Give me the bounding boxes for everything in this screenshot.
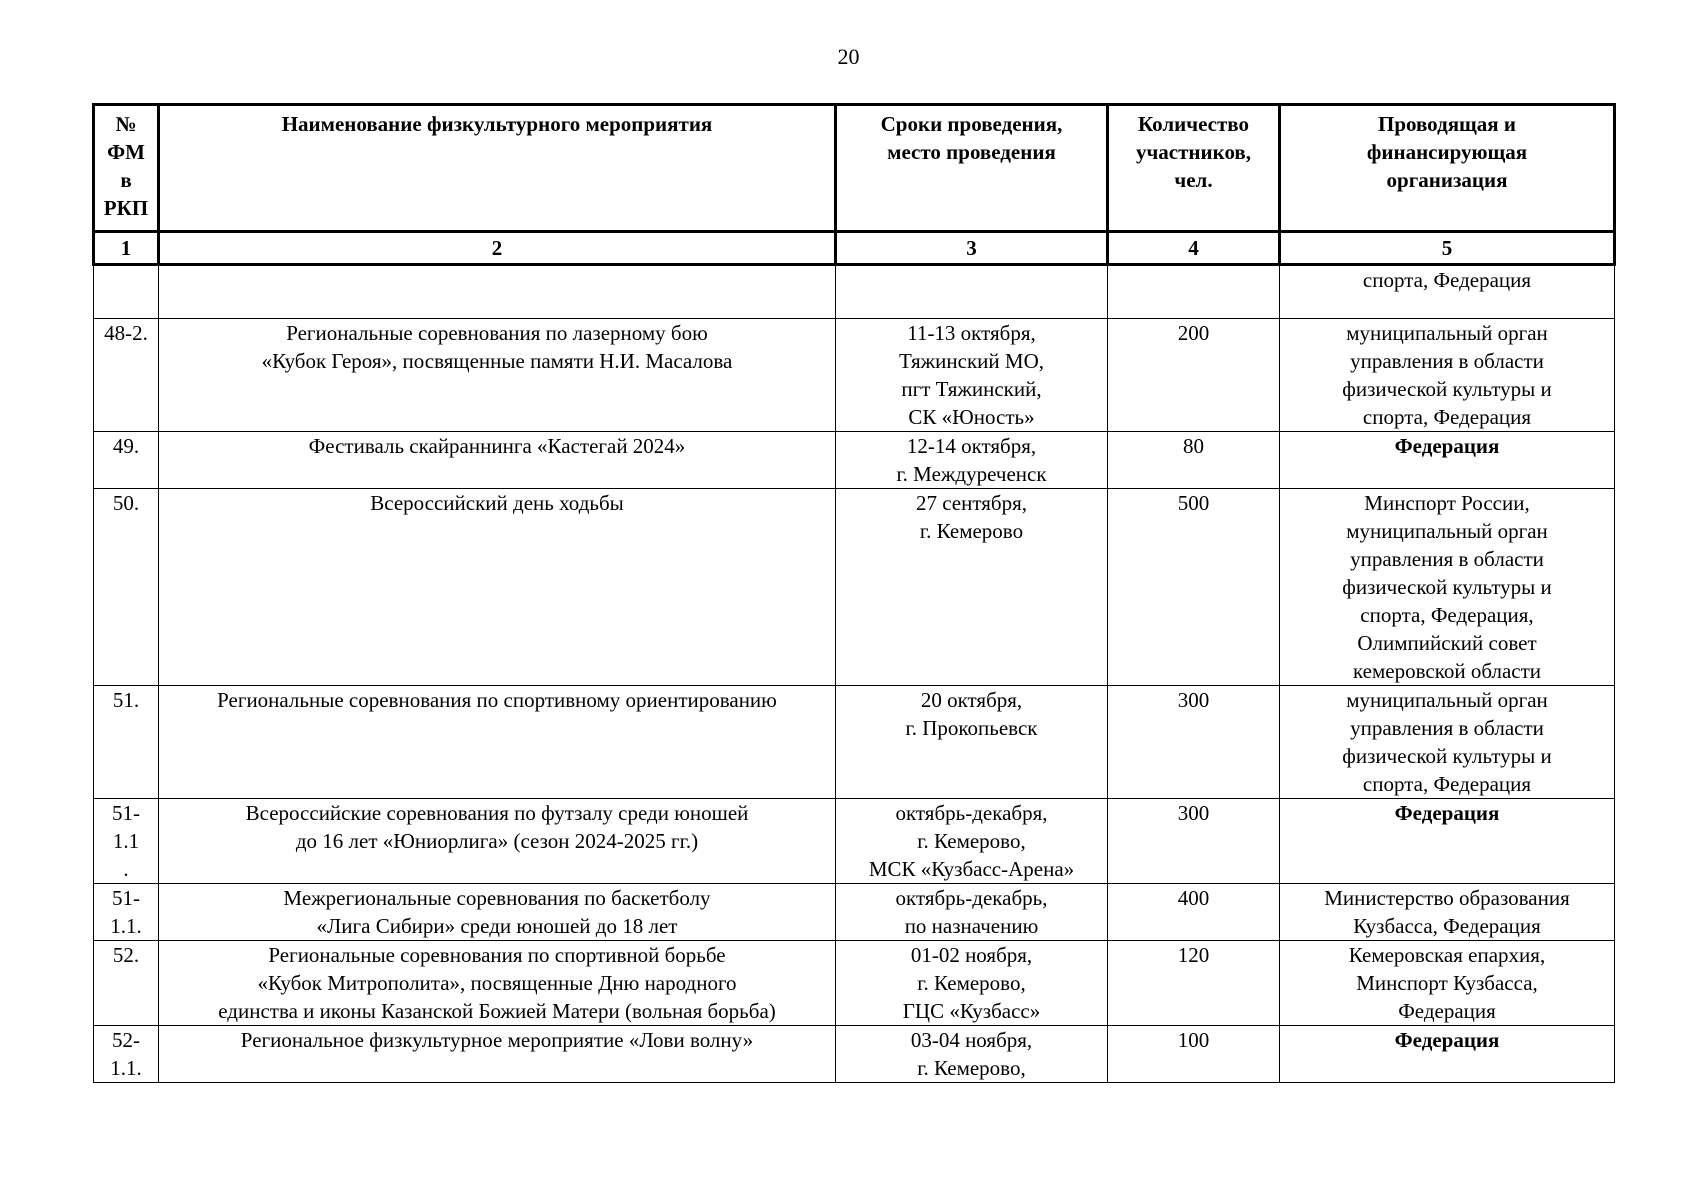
cell-text-line: до 16 лет «Юниорлига» (сезон 2024-2025 гг.) bbox=[295, 829, 699, 853]
cell-text-line: Региональные соревнования по лазерному бою bbox=[286, 321, 708, 345]
cell-text-line: г. Кемерово, bbox=[917, 1056, 1026, 1080]
cell-text-line: 200 bbox=[1177, 321, 1210, 345]
column-index: 3 bbox=[836, 232, 1108, 265]
column-index: 5 bbox=[1280, 232, 1615, 265]
cell-text-line: г. Кемерово bbox=[919, 519, 1024, 543]
cell-text-line: физической культуры и bbox=[1342, 377, 1552, 401]
event-name-cell bbox=[159, 884, 836, 941]
cell-text-line: спорта, Федерация bbox=[1362, 268, 1532, 292]
column-index: 1 bbox=[94, 232, 159, 265]
participants-count-cell bbox=[1108, 686, 1280, 799]
event-number-cell bbox=[94, 941, 159, 1026]
event-number-cell bbox=[94, 489, 159, 686]
events-table bbox=[92, 103, 1616, 1083]
cell-text-line: 1.1. bbox=[110, 914, 142, 938]
table-row bbox=[94, 265, 1615, 319]
cell-text-line: 20 октября, bbox=[920, 688, 1023, 712]
organizer-cell bbox=[1280, 799, 1615, 884]
cell-text-line: 03-04 ноября, bbox=[910, 1028, 1033, 1052]
dates-place-cell bbox=[836, 319, 1108, 432]
organizer-cell bbox=[1280, 686, 1615, 799]
participants-count-cell bbox=[1108, 799, 1280, 884]
cell-text-line: чел. bbox=[1174, 168, 1213, 192]
cell-text-line: 500 bbox=[1177, 491, 1210, 515]
column-index-row bbox=[94, 232, 1615, 265]
cell-text-line: спорта, Федерация, bbox=[1360, 603, 1534, 627]
table-header-row bbox=[94, 105, 1615, 232]
cell-text-line: 11-13 октября, bbox=[907, 321, 1036, 345]
cell-text-line: Региональные соревнования по спортивному ориентированию bbox=[217, 688, 777, 712]
cell-text-line: спорта, Федерация bbox=[1362, 772, 1532, 796]
event-number-cell bbox=[94, 1026, 159, 1083]
cell-text-line: физической культуры и bbox=[1342, 744, 1552, 768]
participants-count-cell bbox=[1108, 1026, 1280, 1083]
table-row bbox=[94, 941, 1615, 1026]
table-row bbox=[94, 686, 1615, 799]
cell-text-line: . bbox=[123, 857, 129, 881]
cell-text-line: 51- bbox=[112, 886, 140, 910]
event-number-cell bbox=[94, 265, 159, 319]
column-index: 2 bbox=[159, 232, 836, 265]
participants-count-cell bbox=[1108, 319, 1280, 432]
cell-text-line: по назначению bbox=[904, 914, 1039, 938]
header-organizer bbox=[1280, 105, 1615, 232]
cell-text-line: 400 bbox=[1177, 886, 1210, 910]
dates-place-cell bbox=[836, 884, 1108, 941]
cell-text-line: пгт Тяжинский, bbox=[901, 377, 1042, 401]
event-name-cell bbox=[159, 319, 836, 432]
cell-text-line: Количество bbox=[1137, 112, 1250, 136]
dates-place-cell bbox=[836, 489, 1108, 686]
event-name-cell bbox=[159, 686, 836, 799]
event-name-cell bbox=[159, 265, 836, 319]
cell-text-line: 51- bbox=[112, 801, 140, 825]
organizer-cell bbox=[1280, 489, 1615, 686]
cell-text-line: управления в области bbox=[1350, 716, 1544, 740]
cell-text-line: Всероссийские соревнования по футзалу среди юношей bbox=[245, 801, 749, 825]
cell-text-line: 50. bbox=[112, 491, 140, 515]
table-row bbox=[94, 319, 1615, 432]
table-body bbox=[94, 265, 1615, 1083]
cell-text-line: 1.1. bbox=[110, 1056, 142, 1080]
cell-text-line: Федерация bbox=[1394, 801, 1500, 825]
cell-text-line: муниципальный орган bbox=[1346, 519, 1548, 543]
cell-text-line: 27 сентября, bbox=[915, 491, 1028, 515]
cell-text-line: 12-14 октября, bbox=[906, 434, 1037, 458]
organizer-cell bbox=[1280, 265, 1615, 319]
cell-text-line: 51. bbox=[112, 688, 140, 712]
event-number-cell bbox=[94, 884, 159, 941]
organizer-cell bbox=[1280, 941, 1615, 1026]
cell-text-line: Проводящая и bbox=[1377, 112, 1516, 136]
organizer-cell bbox=[1280, 319, 1615, 432]
event-name-cell bbox=[159, 489, 836, 686]
cell-text-line: 52- bbox=[112, 1028, 140, 1052]
cell-text-line: муниципальный орган bbox=[1346, 688, 1548, 712]
cell-text-line: г. Междуреченск bbox=[896, 462, 1047, 486]
dates-place-cell bbox=[836, 799, 1108, 884]
cell-text-line: 1.1 bbox=[112, 829, 140, 853]
cell-text-line: муниципальный орган bbox=[1346, 321, 1548, 345]
cell-text-line: Межрегиональные соревнования по баскетболу bbox=[283, 886, 711, 910]
cell-text-line: Фестиваль скайраннинга «Кастегай 2024» bbox=[308, 434, 686, 458]
header-dates-place bbox=[836, 105, 1108, 232]
cell-text-line: № bbox=[115, 112, 137, 136]
cell-text-line: ФМ bbox=[107, 140, 145, 164]
cell-text-line: 80 bbox=[1183, 434, 1204, 458]
table-row bbox=[94, 489, 1615, 686]
cell-text-line: Региональное физкультурное мероприятие «Лови волну» bbox=[240, 1028, 754, 1052]
cell-text-line: в bbox=[120, 168, 132, 192]
cell-text-line: СК «Юность» bbox=[908, 405, 1035, 429]
participants-count-cell bbox=[1108, 265, 1280, 319]
event-name-cell bbox=[159, 941, 836, 1026]
header-participants-count bbox=[1108, 105, 1280, 232]
cell-text-line: управления в области bbox=[1350, 349, 1544, 373]
header-event-name bbox=[159, 105, 836, 232]
cell-text-line: октябрь-декабря, bbox=[895, 801, 1048, 825]
table-row bbox=[94, 432, 1615, 489]
dates-place-cell bbox=[836, 686, 1108, 799]
cell-text-line: 300 bbox=[1177, 688, 1210, 712]
page-number: 20 bbox=[837, 44, 860, 69]
event-number-cell bbox=[94, 432, 159, 489]
cell-text-line: РКП bbox=[103, 196, 149, 220]
event-name-cell bbox=[159, 799, 836, 884]
cell-text-line: 52. bbox=[112, 943, 140, 967]
dates-place-cell bbox=[836, 1026, 1108, 1083]
cell-text-line: место проведения bbox=[887, 140, 1056, 164]
table-row bbox=[94, 799, 1615, 884]
cell-text-line: спорта, Федерация bbox=[1362, 405, 1532, 429]
cell-text-line: ГЦС «Кузбасс» bbox=[902, 999, 1041, 1023]
cell-text-line: 120 bbox=[1177, 943, 1210, 967]
cell-text-line: единства и иконы Казанской Божией Матери (вольная борьба) bbox=[218, 999, 776, 1023]
dates-place-cell bbox=[836, 265, 1108, 319]
cell-text-line: 100 bbox=[1177, 1028, 1210, 1052]
table-row bbox=[94, 1026, 1615, 1083]
participants-count-cell bbox=[1108, 884, 1280, 941]
cell-text-line: финансирующая bbox=[1366, 140, 1528, 164]
event-number-cell bbox=[94, 686, 159, 799]
cell-text-line: «Лига Сибири» среди юношей до 18 лет bbox=[316, 914, 678, 938]
cell-text-line: Региональные соревнования по спортивной борьбе bbox=[268, 943, 726, 967]
cell-text-line: Федерация bbox=[1394, 434, 1500, 458]
cell-text-line: г. Кемерово, bbox=[917, 971, 1026, 995]
cell-text-line: Сроки проведения, bbox=[880, 112, 1063, 136]
cell-text-line: Олимпийский совет bbox=[1357, 631, 1537, 655]
cell-text-line: Федерация bbox=[1398, 999, 1496, 1023]
table-row bbox=[94, 884, 1615, 941]
cell-text-line: 49. bbox=[112, 434, 140, 458]
organizer-cell bbox=[1280, 1026, 1615, 1083]
cell-text-line: Наименование физкультурного мероприятия bbox=[281, 112, 713, 136]
organizer-cell bbox=[1280, 884, 1615, 941]
cell-text-line: г. Прокопьевск bbox=[905, 716, 1038, 740]
column-index: 4 bbox=[1108, 232, 1280, 265]
cell-text-line: «Кубок Героя», посвященные памяти Н.И. Масалова bbox=[261, 349, 733, 373]
organizer-cell bbox=[1280, 432, 1615, 489]
cell-text-line: участников, bbox=[1135, 140, 1252, 164]
cell-text-line: Кемеровская епархия, bbox=[1348, 943, 1546, 967]
cell-text-line: Всероссийский день ходьбы bbox=[370, 491, 624, 515]
participants-count-cell bbox=[1108, 432, 1280, 489]
event-number-cell bbox=[94, 799, 159, 884]
cell-text-line: 01-02 ноября, bbox=[910, 943, 1033, 967]
participants-count-cell bbox=[1108, 941, 1280, 1026]
cell-text-line: 300 bbox=[1177, 801, 1210, 825]
cell-text-line: Тяжинский МО, bbox=[898, 349, 1044, 373]
event-name-cell bbox=[159, 432, 836, 489]
cell-text-line: Минспорт Кузбасса, bbox=[1356, 971, 1538, 995]
cell-text-line: 48-2. bbox=[104, 321, 148, 345]
cell-text-line: г. Кемерово, bbox=[917, 829, 1026, 853]
cell-text-line: управления в области bbox=[1350, 547, 1544, 571]
event-number-cell bbox=[94, 319, 159, 432]
header-event-number bbox=[94, 105, 159, 232]
cell-text-line: октябрь-декабрь, bbox=[895, 886, 1048, 910]
event-name-cell bbox=[159, 1026, 836, 1083]
cell-text-line: «Кубок Митрополита», посвященные Дню народного bbox=[257, 971, 737, 995]
dates-place-cell bbox=[836, 432, 1108, 489]
dates-place-cell bbox=[836, 941, 1108, 1026]
participants-count-cell bbox=[1108, 489, 1280, 686]
cell-text-line: МСК «Кузбасс-Арена» bbox=[868, 857, 1075, 881]
cell-text-line: физической культуры и bbox=[1342, 575, 1552, 599]
cell-text-line: Министерство образования bbox=[1324, 886, 1570, 910]
cell-text-line: Федерация bbox=[1394, 1028, 1500, 1052]
cell-text-line: Минспорт России, bbox=[1364, 491, 1530, 515]
cell-text-line: организация bbox=[1386, 168, 1508, 192]
cell-text-line: кемеровской области bbox=[1352, 659, 1542, 683]
cell-text-line: Кузбасса, Федерация bbox=[1353, 914, 1541, 938]
